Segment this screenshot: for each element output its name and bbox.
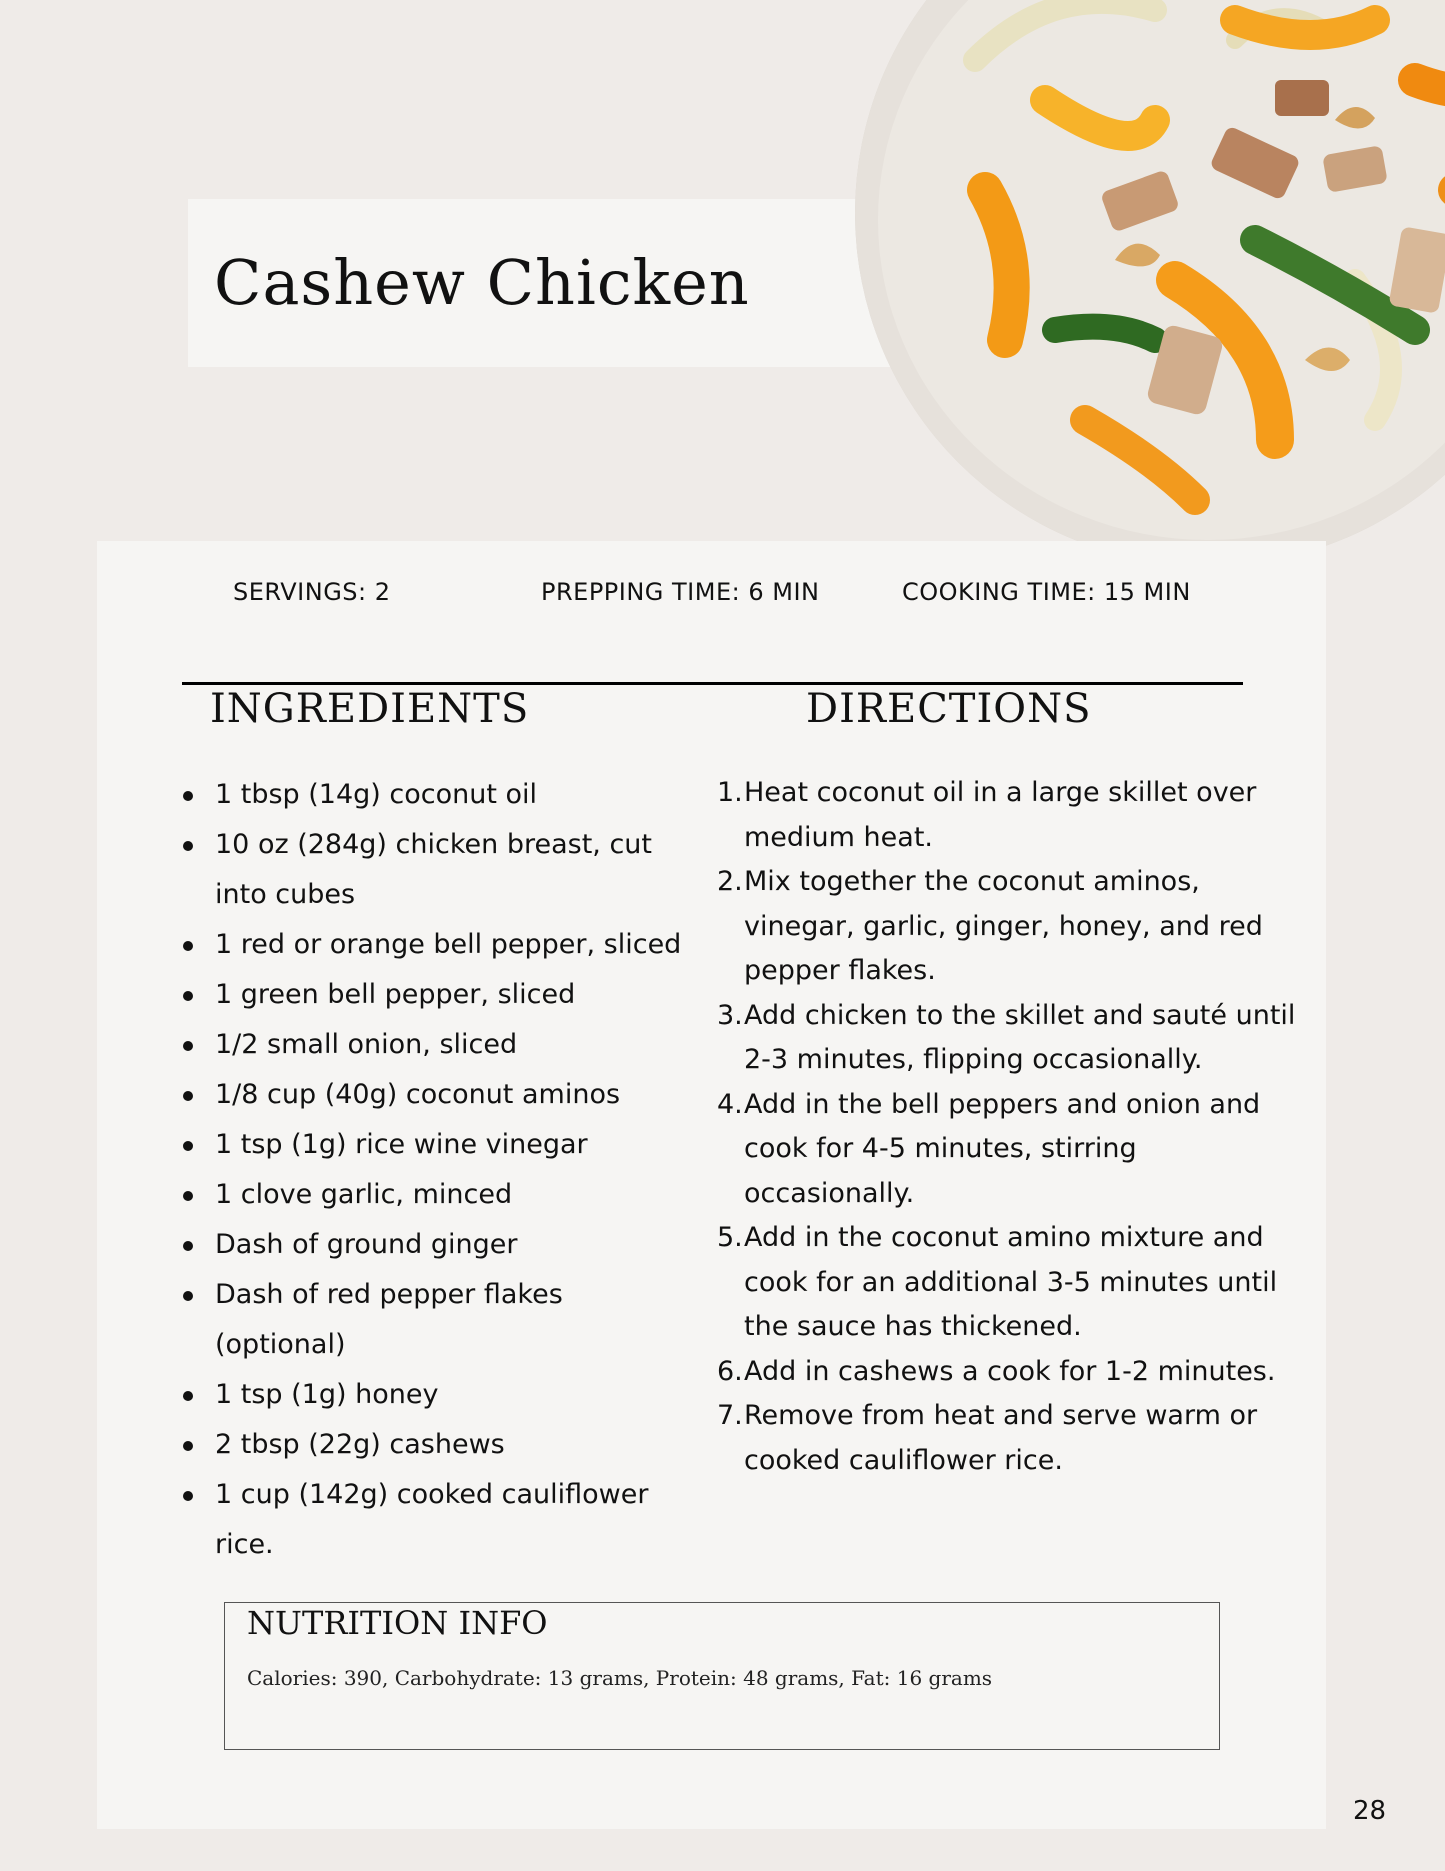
step-number: 6. — [717, 1355, 743, 1387]
direction-step — [714, 994, 1314, 1083]
list-item: 1/8 cup (40g) coconut aminos — [178, 1070, 698, 1120]
step-text: Add in the coconut amino mixture and cook for an additional 3-5 minutes until the sauce has thickened. — [744, 1222, 1278, 1342]
direction-step — [714, 1350, 1314, 1395]
direction-step — [714, 1083, 1314, 1217]
step-number: 4. — [717, 1088, 743, 1120]
list-item: 1 cup (142g) cooked cauliflower rice. — [178, 1470, 698, 1570]
list-item: 10 oz (284g) chicken breast, cut into cubes — [178, 820, 698, 920]
step-text: Remove from heat and serve warm or cooked cauliflower rice. — [744, 1400, 1258, 1476]
prep-time: PREPPING TIME: 6 MIN — [541, 578, 820, 606]
list-item: Dash of red pepper flakes (optional) — [178, 1270, 698, 1370]
ingredients-list — [178, 770, 698, 1570]
nutrition-text: Calories: 390, Carbohydrate: 13 grams, Protein: 48 grams, Fat: 16 grams — [247, 1666, 993, 1690]
list-item: 1 tsp (1g) honey — [178, 1370, 698, 1420]
page-number: 28 — [1353, 1796, 1387, 1826]
step-number: 3. — [717, 999, 743, 1031]
list-item: 1 tbsp (14g) coconut oil — [178, 770, 698, 820]
directions-heading: DIRECTIONS — [806, 686, 1092, 732]
step-text: Add in the bell peppers and onion and cook for 4-5 minutes, stirring occasionally. — [744, 1088, 1261, 1209]
direction-step — [714, 771, 1314, 860]
nutrition-heading: NUTRITION INFO — [247, 1604, 548, 1642]
step-text: Mix together the coconut aminos, vinegar, garlic, ginger, honey, and red pepper flakes. — [744, 866, 1263, 986]
directions-list — [714, 771, 1314, 1483]
direction-step — [714, 1394, 1314, 1483]
list-item: 2 tbsp (22g) cashews — [178, 1420, 698, 1470]
cook-time: COOKING TIME: 15 MIN — [902, 578, 1191, 606]
dish-photo — [855, 0, 1445, 566]
step-text: Heat coconut oil in a large skillet over medium heat. — [744, 777, 1257, 853]
servings: SERVINGS: 2 — [233, 578, 391, 606]
direction-step — [714, 860, 1314, 994]
divider — [182, 682, 1243, 685]
step-number: 5. — [717, 1222, 743, 1253]
direction-step — [714, 1216, 1314, 1350]
list-item: 1 red or orange bell pepper, sliced — [178, 920, 698, 970]
list-item: Dash of ground ginger — [178, 1220, 698, 1270]
step-text: Add chicken to the skillet and sauté until 2-3 minutes, flipping occasionally. — [744, 999, 1296, 1075]
list-item: 1 green bell pepper, sliced — [178, 970, 698, 1020]
recipe-title: Cashew Chicken — [214, 246, 750, 319]
list-item: 1/2 small onion, sliced — [178, 1020, 698, 1070]
list-item: 1 tsp (1g) rice wine vinegar — [178, 1120, 698, 1170]
step-text: Add in cashews a cook for 1-2 minutes. — [744, 1355, 1276, 1387]
ingredients-heading: INGREDIENTS — [210, 686, 530, 732]
list-item: 1 clove garlic, minced — [178, 1170, 698, 1220]
step-number: 2. — [717, 866, 743, 897]
step-number: 7. — [717, 1400, 743, 1431]
step-number: 1. — [717, 777, 743, 808]
